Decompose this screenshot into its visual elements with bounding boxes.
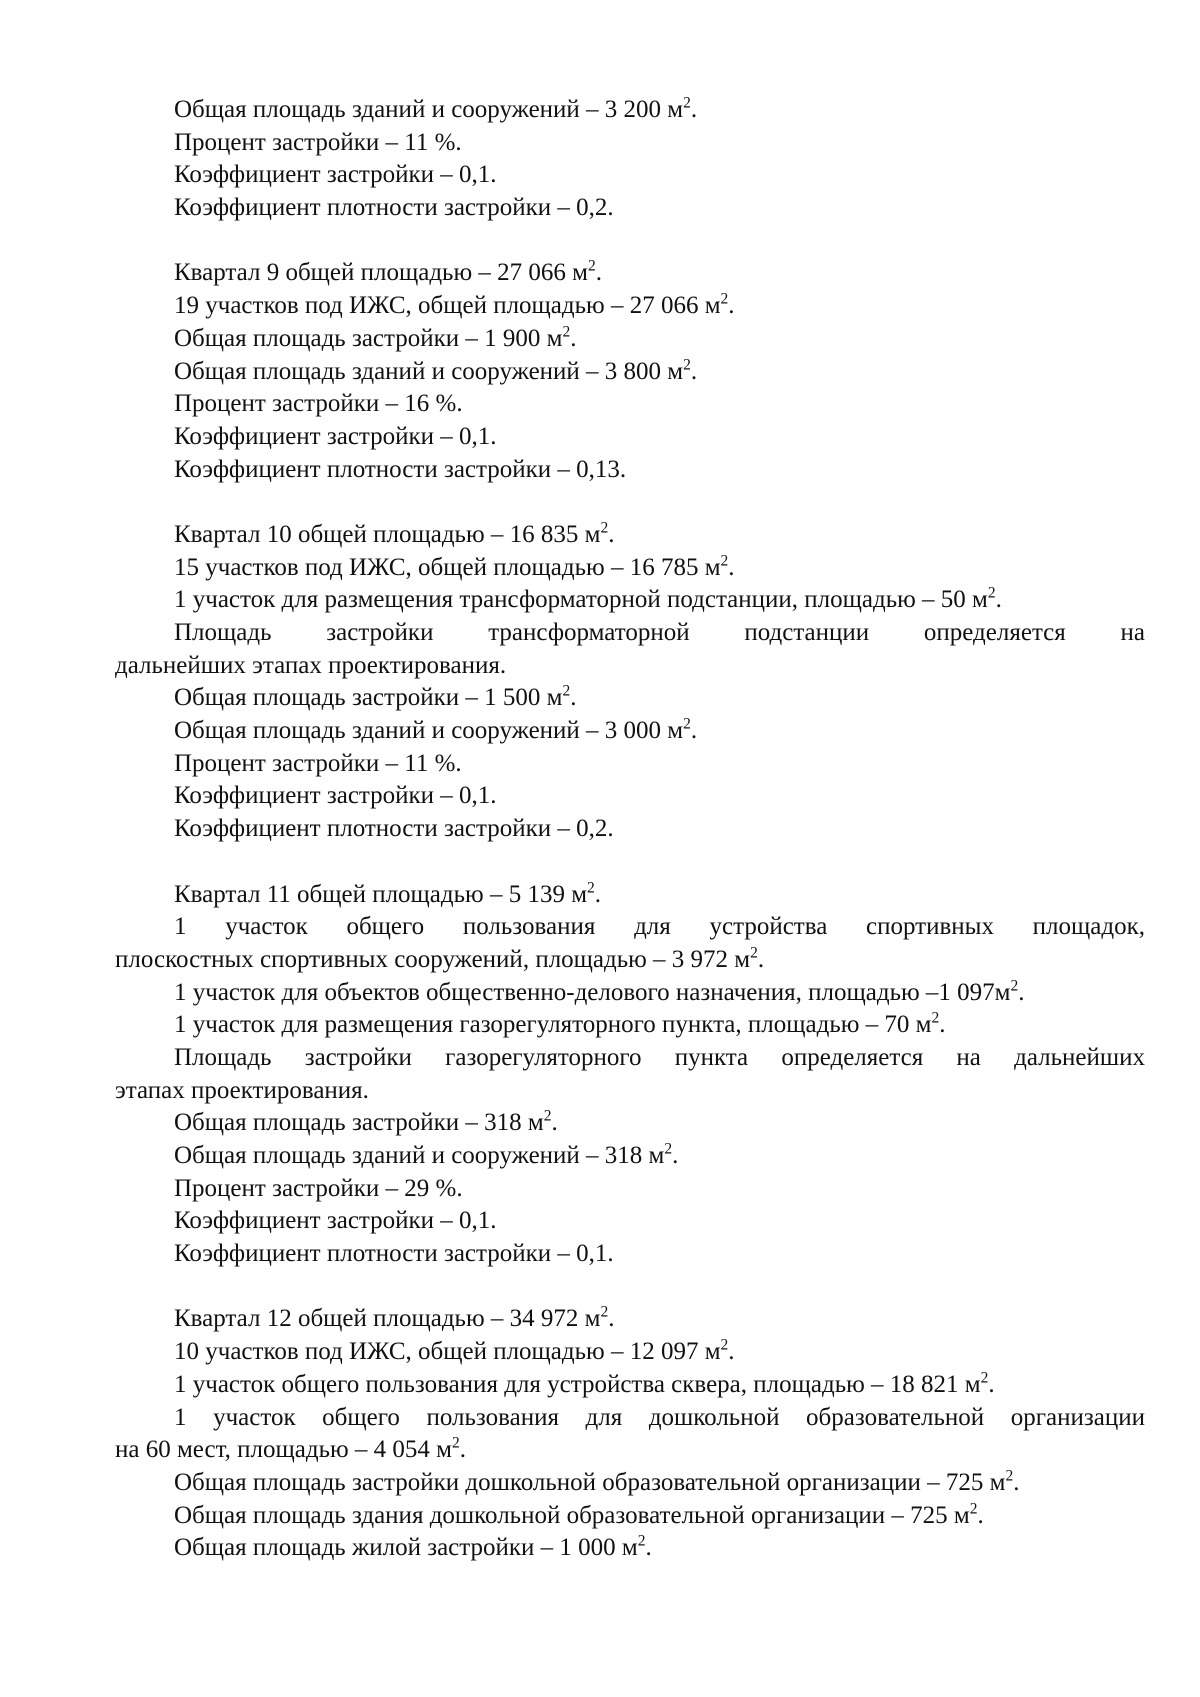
line-ending: . <box>608 520 615 548</box>
unit-superscript: 2 <box>543 1107 552 1125</box>
unit-superscript: 2 <box>969 1499 978 1517</box>
text-line <box>115 1173 1145 1206</box>
text-line <box>115 617 1145 650</box>
text-line <box>115 977 1145 1010</box>
line-ending: . <box>728 292 735 320</box>
unit-superscript: 2 <box>1005 1467 1014 1485</box>
text-line <box>115 290 1145 323</box>
text-line <box>115 388 1145 421</box>
unit-superscript: 2 <box>720 290 729 308</box>
line-ending: . <box>595 259 602 287</box>
paragraph-gap <box>115 1271 1145 1304</box>
text-line <box>115 519 1145 552</box>
text-line <box>115 1402 1145 1435</box>
paragraph-gap <box>115 486 1145 519</box>
text-line <box>115 682 1145 715</box>
text-line <box>115 1009 1145 1042</box>
text-line <box>115 1075 1145 1108</box>
line-text: Общая площадь здания дошкольной образовательной организации – 725 м <box>174 1501 970 1529</box>
unit-superscript: 2 <box>720 552 729 570</box>
text-line <box>115 1107 1145 1140</box>
line-text: 1 участок общего пользования для устройства спортивных площадок, <box>174 913 1145 941</box>
text-line <box>115 1205 1145 1238</box>
document-text <box>115 94 1145 1565</box>
text-line <box>115 356 1145 389</box>
text-line <box>115 584 1145 617</box>
unit-superscript: 2 <box>1010 976 1019 994</box>
text-line <box>115 715 1145 748</box>
text-line <box>115 1500 1145 1533</box>
line-ending: . <box>988 1370 995 1398</box>
paragraph-gap <box>115 846 1145 879</box>
text-line <box>115 552 1145 585</box>
line-text: дальнейших этапах проектирования. <box>115 651 507 679</box>
text-line <box>115 159 1145 192</box>
unit-superscript: 2 <box>587 257 596 275</box>
line-text: Коэффициент застройки – 0,1. <box>174 1207 497 1235</box>
line-text: Коэффициент застройки – 0,1. <box>174 422 497 450</box>
line-ending: . <box>690 717 698 745</box>
line-text: Квартал 12 общей площадью – 34 972 м <box>174 1305 601 1333</box>
line-text: Общая площадь застройки дошкольной образовательной организации – 725 м <box>174 1468 1006 1496</box>
line-ending: . <box>939 1011 946 1039</box>
unit-superscript: 2 <box>637 1532 646 1550</box>
text-line <box>115 911 1145 944</box>
line-ending: . <box>570 684 577 712</box>
line-text: этапах проектирования. <box>115 1076 369 1104</box>
unit-superscript: 2 <box>980 1369 989 1387</box>
text-line <box>115 1140 1145 1173</box>
line-ending: . <box>690 357 698 385</box>
line-ending: . <box>690 96 698 123</box>
text-line <box>115 323 1145 356</box>
paragraph-gap <box>115 225 1145 258</box>
line-text: Общая площадь застройки – 318 м <box>174 1109 544 1137</box>
line-text: Площадь застройки трансформаторной подстанции определяется на <box>174 619 1145 646</box>
unit-superscript: 2 <box>987 584 996 602</box>
line-text: Коэффициент застройки – 0,1. <box>174 782 497 810</box>
line-text: 19 участков под ИЖС, общей площадью – 27 066 м <box>174 292 721 320</box>
text-block <box>115 94 1145 225</box>
text-line <box>115 748 1145 781</box>
unit-superscript: 2 <box>683 715 691 733</box>
text-line <box>115 879 1145 912</box>
unit-superscript: 2 <box>683 94 691 112</box>
text-line <box>115 1042 1145 1075</box>
text-line <box>115 1532 1145 1565</box>
unit-superscript: 2 <box>451 1434 460 1452</box>
line-ending: . <box>570 324 577 352</box>
unit-superscript: 2 <box>683 355 691 373</box>
line-text: Общая площадь зданий и сооружений – 318 м <box>174 1142 665 1169</box>
line-text: Коэффициент плотности застройки – 0,1. <box>174 1240 614 1268</box>
unit-superscript: 2 <box>664 1140 673 1158</box>
text-line <box>115 192 1145 225</box>
text-line <box>115 650 1145 683</box>
text-line <box>115 127 1145 160</box>
line-text: Квартал 9 общей площадью – 27 066 м <box>174 259 588 287</box>
text-line <box>115 780 1145 813</box>
line-ending: . <box>1018 978 1025 1006</box>
line-text: 1 участок общего пользования для дошкольной образовательной организации <box>174 1403 1145 1431</box>
line-text: Общая площадь зданий и сооружений – 3 800 м <box>174 357 684 385</box>
line-text: Коэффициент плотности застройки – 0,13. <box>174 455 627 483</box>
text-line <box>115 454 1145 487</box>
unit-superscript: 2 <box>562 682 571 700</box>
line-ending: . <box>459 1436 466 1464</box>
text-line <box>115 944 1145 977</box>
text-block <box>115 519 1145 846</box>
line-ending: . <box>757 945 765 973</box>
line-ending: . <box>995 586 1002 614</box>
text-line <box>115 1369 1145 1402</box>
line-ending: . <box>728 553 735 581</box>
line-ending: . <box>1013 1468 1020 1496</box>
unit-superscript: 2 <box>931 1009 940 1027</box>
line-text: 10 участков под ИЖС, общей площадью – 12 097 м <box>174 1338 721 1366</box>
text-line <box>115 1303 1145 1336</box>
unit-superscript: 2 <box>750 944 758 962</box>
line-ending: . <box>672 1142 679 1169</box>
text-block <box>115 879 1145 1271</box>
line-text: Коэффициент плотности застройки – 0,2. <box>174 194 614 222</box>
text-line <box>115 94 1145 127</box>
line-text: Квартал 11 общей площадью – 5 139 м <box>174 880 588 908</box>
unit-superscript: 2 <box>600 519 609 537</box>
line-text: плоскостных спортивных сооружений, площадью – 3 972 м <box>115 945 751 973</box>
line-ending: . <box>728 1338 735 1366</box>
line-text: Площадь застройки газорегуляторного пункта определяется на дальнейших <box>174 1043 1145 1071</box>
line-text: Общая площадь жилой застройки – 1 000 м <box>174 1534 638 1562</box>
line-text: Квартал 10 общей площадью – 16 835 м <box>174 520 601 548</box>
line-text: Общая площадь зданий и сооружений – 3 200 м <box>174 96 684 123</box>
unit-superscript: 2 <box>562 323 571 341</box>
text-line <box>115 813 1145 846</box>
line-text: Общая площадь застройки – 1 900 м <box>174 324 563 352</box>
line-text: 1 участок для размещения трансформаторной подстанции, площадью – 50 м <box>174 586 988 614</box>
line-ending: . <box>608 1305 615 1333</box>
text-line <box>115 1434 1145 1467</box>
line-ending: . <box>645 1534 652 1562</box>
line-text: Процент застройки – 16 %. <box>174 390 463 418</box>
line-ending: . <box>551 1109 558 1137</box>
line-text: на 60 мест, площадью – 4 054 м <box>115 1436 452 1464</box>
text-block <box>115 257 1145 486</box>
line-text: 1 участок общего пользования для устройства сквера, площадью – 18 821 м <box>174 1370 981 1398</box>
line-text: 1 участок для объектов общественно-делового назначения, площадью –1 097м <box>174 978 1011 1006</box>
line-text: Коэффициент плотности застройки – 0,2. <box>174 815 614 843</box>
line-text: Процент застройки – 29 %. <box>174 1174 463 1202</box>
line-text: 15 участков под ИЖС, общей площадью – 16 785 м <box>174 553 721 581</box>
text-line <box>115 1467 1145 1500</box>
text-line <box>115 421 1145 454</box>
line-text: Общая площадь застройки – 1 500 м <box>174 684 563 712</box>
unit-superscript: 2 <box>587 878 595 896</box>
text-line <box>115 1336 1145 1369</box>
line-text: Процент застройки – 11 %. <box>174 128 462 156</box>
line-text: 1 участок для размещения газорегуляторного пункта, площадью – 70 м <box>174 1011 932 1039</box>
text-line <box>115 1238 1145 1271</box>
unit-superscript: 2 <box>720 1336 729 1354</box>
text-block <box>115 1303 1145 1565</box>
line-text: Коэффициент застройки – 0,1. <box>174 161 497 189</box>
line-ending: . <box>977 1501 984 1529</box>
text-line <box>115 257 1145 290</box>
line-text: Процент застройки – 11 %. <box>174 749 462 777</box>
unit-superscript: 2 <box>600 1303 609 1321</box>
line-text: Общая площадь зданий и сооружений – 3 000 м <box>174 717 684 745</box>
line-ending: . <box>594 880 602 908</box>
